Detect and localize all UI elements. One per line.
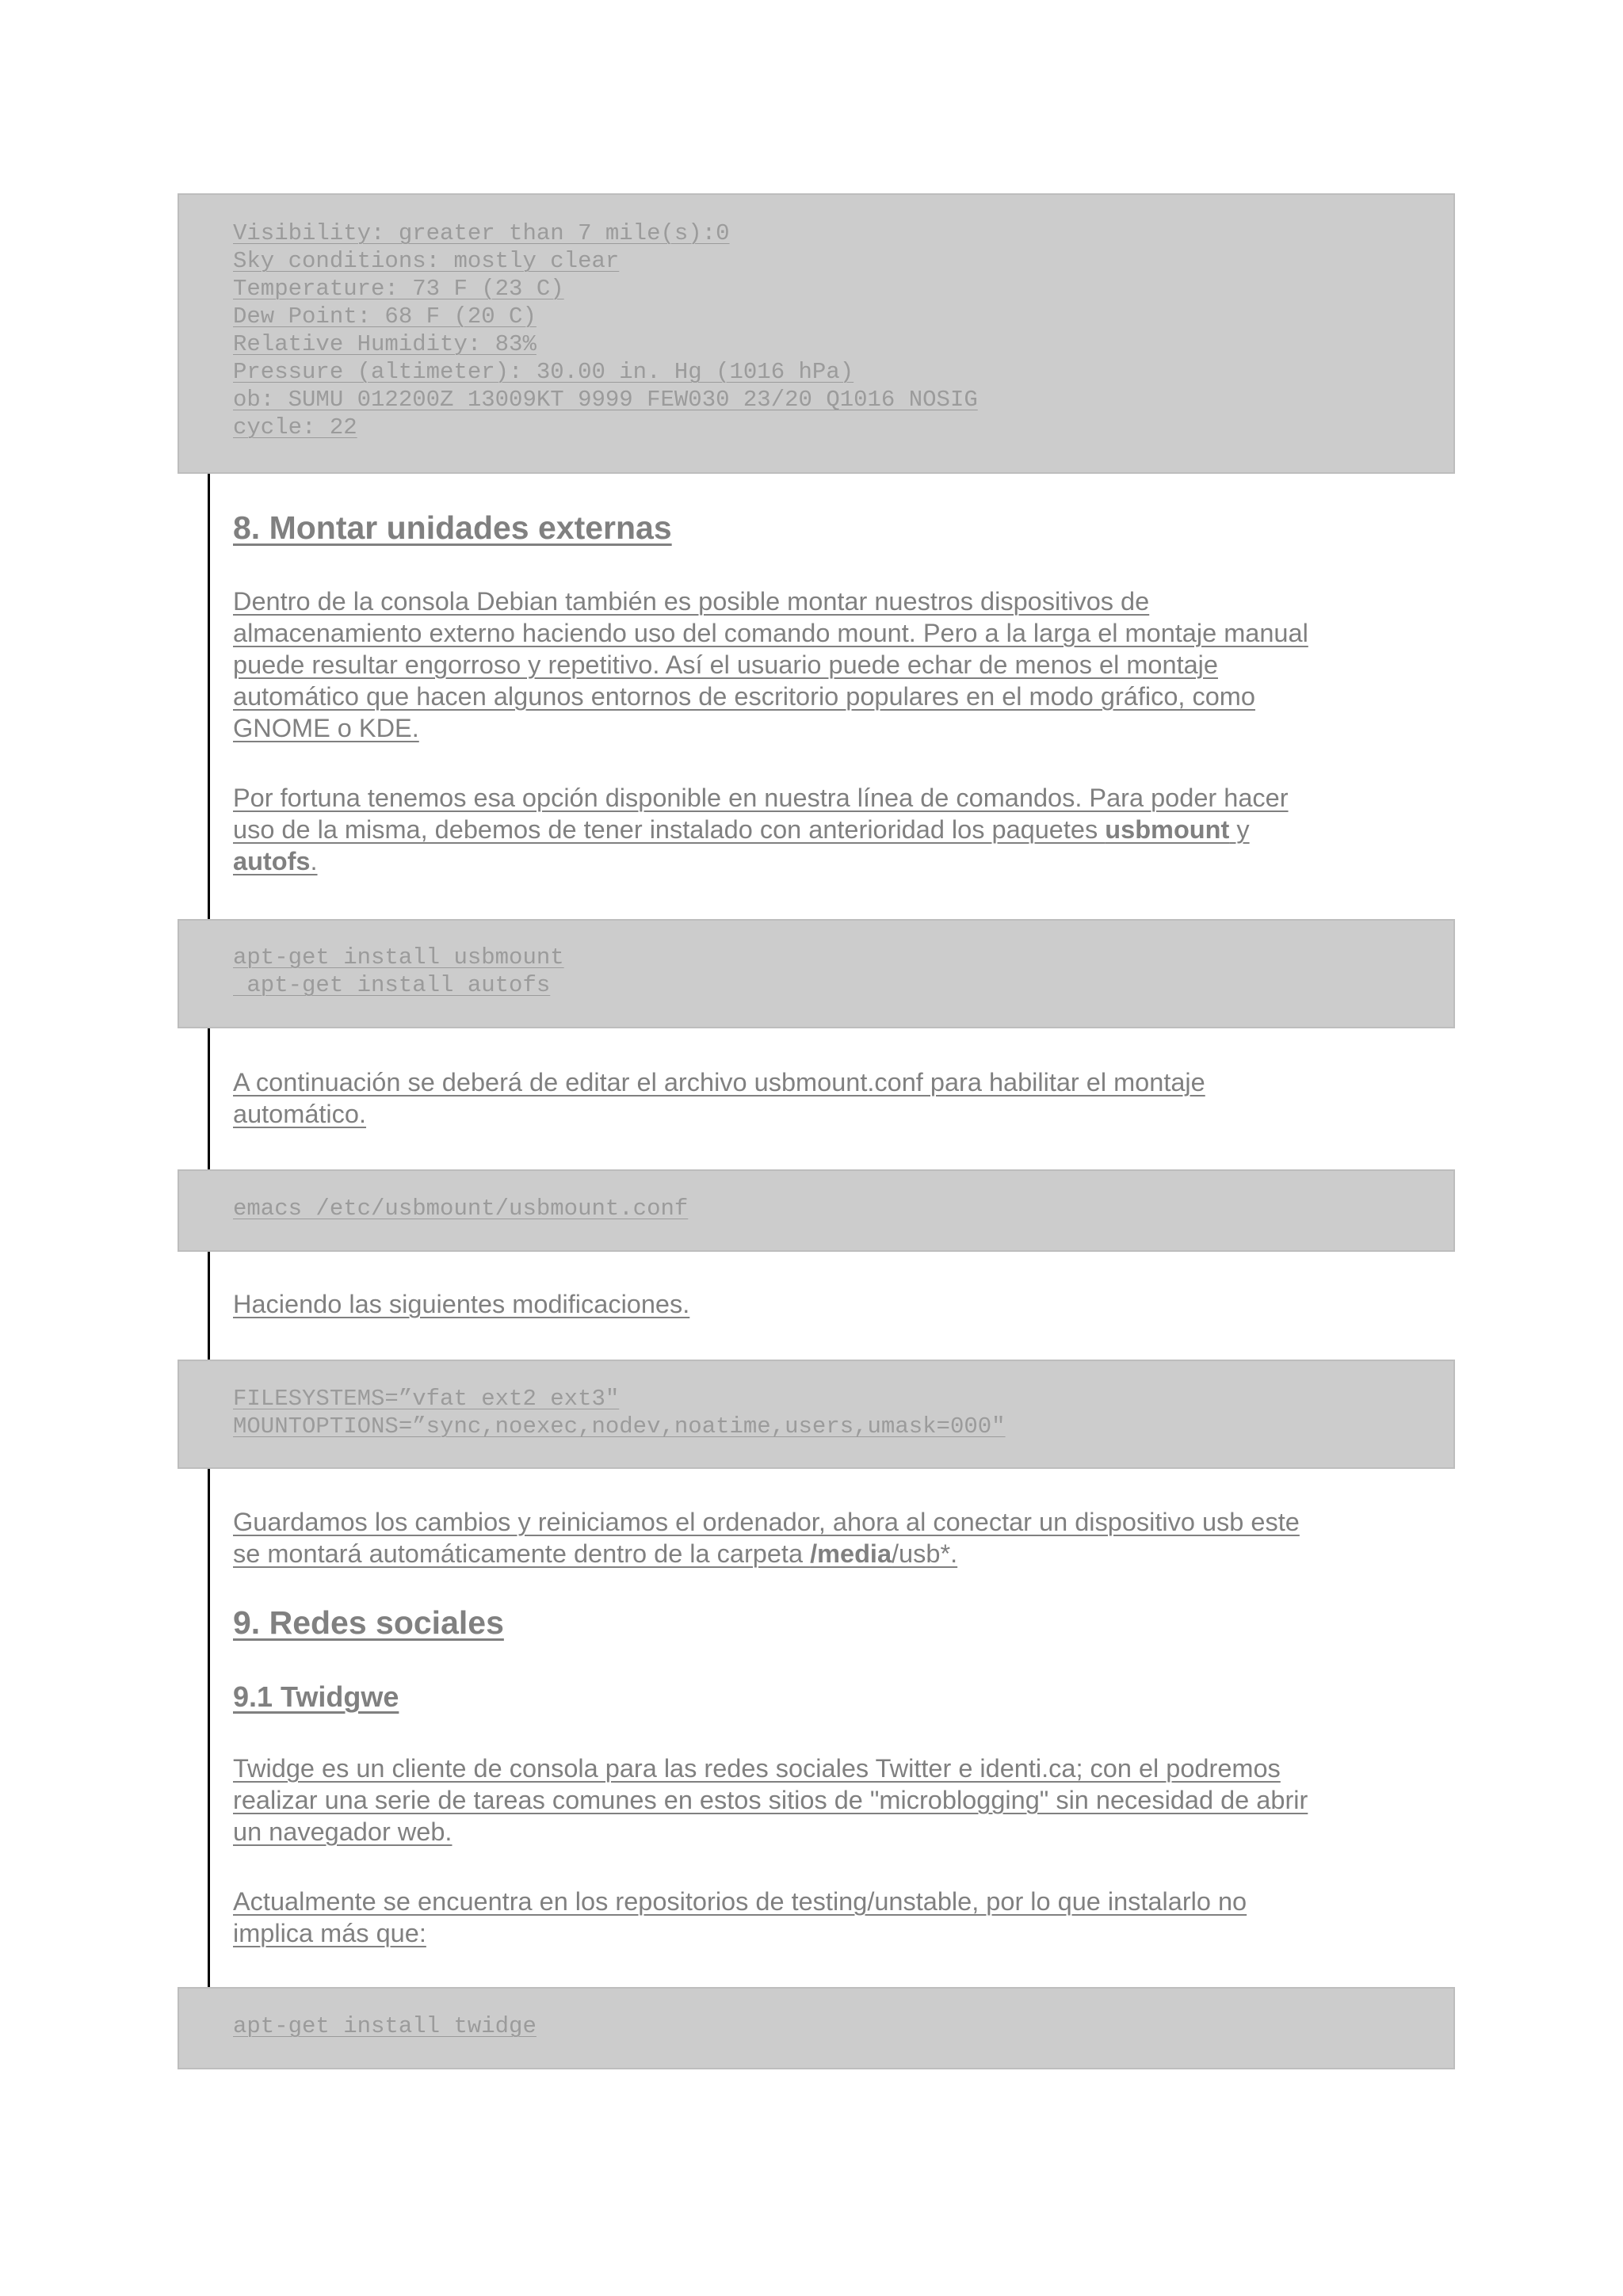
paragraph-line [233, 814, 1250, 845]
paragraph-line: un navegador web. [233, 1817, 453, 1846]
package-name-autofs: autofs [233, 847, 311, 875]
code-line: FILESYSTEMS=”vfat ext2 ext3″ [233, 1386, 620, 1412]
paragraph-line: realizar una serie de tareas comunes en estos sitios de "microblogging" sin necesidad de abrir [233, 1786, 1308, 1814]
paragraph-line [233, 845, 318, 877]
paragraph-line: Guardamos los cambios y reiniciamos el ordenador, ahora al conectar un dispositivo usb este [233, 1508, 1300, 1536]
paragraph-line: automático. [233, 1100, 367, 1128]
code-line: Visibility: greater than 7 mile(s):0 [233, 220, 730, 246]
paragraph-line: Por fortuna tenemos esa opción disponible en nuestra línea de comandos. Para poder hacer [233, 784, 1289, 812]
paragraph-line: A continuación se deberá de editar el archivo usbmount.conf para habilitar el montaje [233, 1068, 1205, 1097]
paragraph-line: GNOME o KDE. [233, 714, 419, 742]
package-name-usbmount: usbmount [1105, 815, 1230, 844]
left-margin-rule [208, 193, 210, 2069]
section-8-heading: 8. Montar unidades externas [233, 509, 672, 546]
paragraph-line: puede resultar engorroso y repetitivo. Así el usuario puede echar de menos el montaje [233, 650, 1218, 679]
paragraph-line: Twidge es un cliente de consola para las redes sociales Twitter e identi.ca; con el podremos [233, 1754, 1281, 1783]
paragraph-line: implica más que: [233, 1919, 426, 1947]
code-line: emacs /etc/usbmount/usbmount.conf [233, 1196, 689, 1222]
code-line: apt-get install autofs [233, 972, 551, 998]
code-line: apt-get install twidge [233, 2013, 537, 2039]
paragraph-text: . [310, 847, 318, 875]
path-media: /media [810, 1539, 892, 1568]
code-line: cycle: 22 [233, 414, 357, 441]
code-line: Relative Humidity: 83% [233, 331, 537, 357]
section-9-heading: 9. Redes sociales [233, 1604, 504, 1641]
paragraph-text: y [1229, 815, 1250, 844]
code-line: ob: SUMU 012200Z 13009KT 9999 FEW030 23/20 Q1016 NOSIG [233, 387, 978, 413]
paragraph-line: Actualmente se encuentra en los repositorios de testing/unstable, por lo que instalarlo no [233, 1887, 1247, 1916]
paragraph-line: automático que hacen algunos entornos de escritorio populares en el modo gráfico, como [233, 682, 1255, 711]
code-line: apt-get install usbmount [233, 944, 564, 971]
section-9-1-subheading: 9.1 Twidgwe [233, 1680, 399, 1713]
paragraph-line: almacenamiento externo haciendo uso del comando mount. Pero a la larga el montaje manual [233, 619, 1308, 647]
code-line: Sky conditions: mostly clear [233, 248, 620, 274]
paragraph-text: /usb*. [892, 1539, 958, 1568]
code-line: Temperature: 73 F (23 C) [233, 276, 564, 302]
paragraph-line [233, 1538, 957, 1569]
code-line: Pressure (altimeter): 30.00 in. Hg (1016 hPa) [233, 359, 854, 385]
paragraph-text: uso de la misma, debemos de tener instalado con anterioridad los paquetes [233, 815, 1106, 844]
paragraph-line: Dentro de la consola Debian también es posible montar nuestros dispositivos de [233, 587, 1150, 616]
paragraph-text: se montará automáticamente dentro de la carpeta [233, 1539, 811, 1568]
code-line: MOUNTOPTIONS=”sync,noexec,nodev,noatime,users,umask=000″ [233, 1413, 1006, 1440]
code-line: Dew Point: 68 F (20 C) [233, 303, 537, 330]
paragraph-line: Haciendo las siguientes modificaciones. [233, 1290, 690, 1318]
